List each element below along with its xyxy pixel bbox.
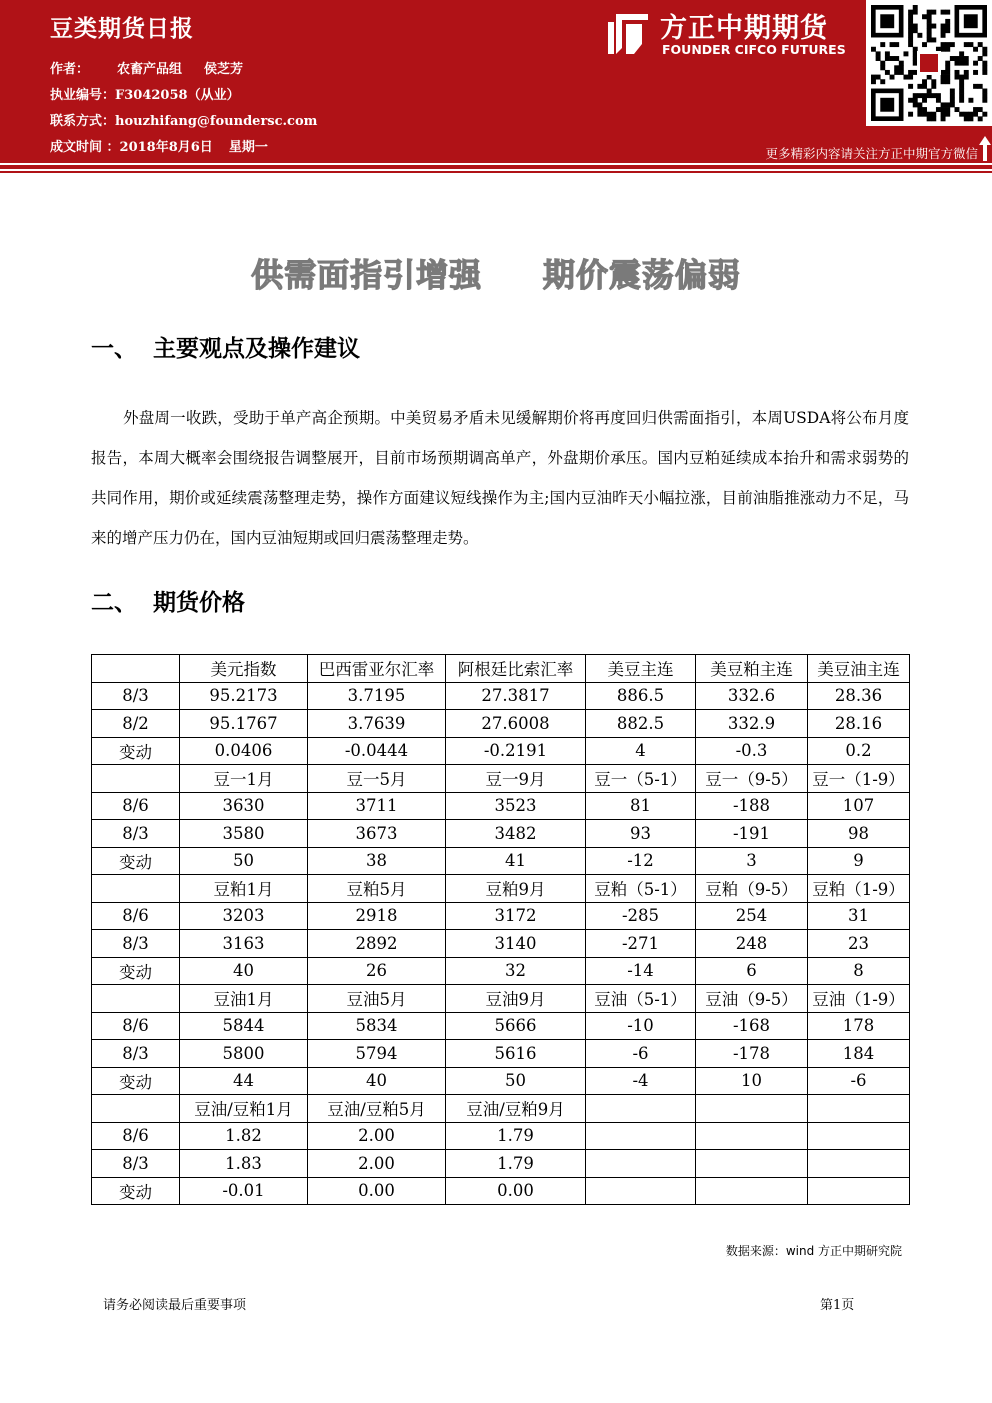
table-cell: 1.82 bbox=[180, 1122, 308, 1150]
table-cell: 95.1767 bbox=[180, 710, 308, 738]
table-cell: 31 bbox=[808, 902, 910, 930]
table-cell: 95.2173 bbox=[180, 682, 308, 710]
table-cell bbox=[808, 1095, 910, 1123]
table-cell: 93 bbox=[586, 820, 696, 848]
table-row bbox=[92, 930, 910, 958]
table-cell: 1.79 bbox=[446, 1150, 586, 1178]
table-cell: 40 bbox=[180, 957, 308, 985]
table-cell: 豆油/豆粕5月 bbox=[308, 1095, 446, 1123]
table-cell: 28.16 bbox=[808, 710, 910, 738]
table-row bbox=[92, 792, 910, 820]
table-cell: 6 bbox=[696, 957, 808, 985]
table-cell: -0.0444 bbox=[308, 737, 446, 765]
table-row bbox=[92, 682, 910, 710]
table-cell: 2918 bbox=[308, 902, 446, 930]
table-cell: 5800 bbox=[180, 1040, 308, 1068]
table-cell: 98 bbox=[808, 820, 910, 848]
section-heading-prices: 二、 期货价格 bbox=[91, 590, 246, 616]
author-name: 侯芝芳 bbox=[204, 62, 244, 77]
table-cell: 豆粕（5-1） bbox=[586, 875, 696, 903]
table-cell: 882.5 bbox=[586, 710, 696, 738]
table-cell: 0.2 bbox=[808, 737, 910, 765]
table-cell: 40 bbox=[308, 1067, 446, 1095]
table-row bbox=[92, 1040, 910, 1068]
table-cell: 248 bbox=[696, 930, 808, 958]
table-cell: 豆油/豆粕9月 bbox=[446, 1095, 586, 1123]
table-cell: 3.7195 bbox=[308, 682, 446, 710]
contact-row bbox=[50, 110, 317, 129]
table-cell: 1.83 bbox=[180, 1150, 308, 1178]
table-cell: 豆粕9月 bbox=[446, 875, 586, 903]
table-cell: 豆油5月 bbox=[308, 985, 446, 1013]
row-label-cell bbox=[92, 1095, 180, 1123]
qr-code bbox=[866, 0, 992, 126]
table-cell: -271 bbox=[586, 930, 696, 958]
table-cell: 3 bbox=[696, 847, 808, 875]
contact-label: 联系方式： bbox=[50, 114, 116, 129]
table-cell: 美豆粕主连 bbox=[696, 655, 808, 683]
table-cell bbox=[696, 1150, 808, 1178]
table-cell: 81 bbox=[586, 792, 696, 820]
table-cell: -10 bbox=[586, 1012, 696, 1040]
views-paragraph: 外盘周一收跌，受助于单产高企预期。中美贸易矛盾未见缓解期价将再度回归供需面指引，本周USDA将公布月度报告，本周大概率会围绕报告调整展开，目前市场预期调高单产，外盘期价承压。国内豆粕延续成本抬升和需求弱势的共同作用，期价或延续震荡整理走势，操作方面建议短线操作为主;国内豆油昨天小幅拉涨，目前油脂推涨动力不足，马来的增产压力仍在，国内豆油短期或回归震荡整理走势。 bbox=[91, 409, 909, 547]
table-cell bbox=[586, 1122, 696, 1150]
date-label: 成文时间 ： bbox=[50, 140, 120, 155]
table-cell: -285 bbox=[586, 902, 696, 930]
table-cell: 27.3817 bbox=[446, 682, 586, 710]
table-row bbox=[92, 902, 910, 930]
table-cell: 豆粕1月 bbox=[180, 875, 308, 903]
table-cell: 41 bbox=[446, 847, 586, 875]
row-label-cell: 变动 bbox=[92, 737, 180, 765]
report-headline: 供需面指引增强 期价震荡偏弱 bbox=[251, 256, 741, 294]
table-cell: 1.79 bbox=[446, 1122, 586, 1150]
table-cell: 3580 bbox=[180, 820, 308, 848]
table-cell: 107 bbox=[808, 792, 910, 820]
table-cell: 28.36 bbox=[808, 682, 910, 710]
table-cell: 3523 bbox=[446, 792, 586, 820]
table-cell: 5844 bbox=[180, 1012, 308, 1040]
table-cell: 豆一5月 bbox=[308, 765, 446, 793]
table-cell: -0.01 bbox=[180, 1177, 308, 1205]
table-cell: -4 bbox=[586, 1067, 696, 1095]
table-cell: -6 bbox=[586, 1040, 696, 1068]
table-cell: 豆一（9-5） bbox=[696, 765, 808, 793]
table-cell: -12 bbox=[586, 847, 696, 875]
license-row bbox=[50, 84, 240, 103]
contact-email: houzhifang@foundersc.com bbox=[115, 114, 318, 129]
table-cell: 豆油/豆粕1月 bbox=[180, 1095, 308, 1123]
row-label-cell bbox=[92, 875, 180, 903]
row-label-cell: 8/6 bbox=[92, 1122, 180, 1150]
report-type-title: 豆类期货日报 bbox=[50, 16, 194, 42]
table-cell: 5794 bbox=[308, 1040, 446, 1068]
table-cell: 0.0406 bbox=[180, 737, 308, 765]
weekday: 星期一 bbox=[228, 140, 268, 155]
table-cell bbox=[586, 1177, 696, 1205]
row-label-cell bbox=[92, 765, 180, 793]
table-cell: 3172 bbox=[446, 902, 586, 930]
table-row bbox=[92, 710, 910, 738]
table-cell: 178 bbox=[808, 1012, 910, 1040]
table-cell bbox=[696, 1177, 808, 1205]
table-cell: 32 bbox=[446, 957, 586, 985]
row-label-cell: 8/3 bbox=[92, 930, 180, 958]
date-row bbox=[50, 136, 268, 155]
table-cell: 50 bbox=[180, 847, 308, 875]
table-row bbox=[92, 847, 910, 875]
row-label-cell: 8/3 bbox=[92, 682, 180, 710]
table-cell: 豆油9月 bbox=[446, 985, 586, 1013]
data-source: 数据来源：wind 方正中期研究院 bbox=[725, 1244, 902, 1258]
table-row bbox=[92, 737, 910, 765]
table-row bbox=[92, 1122, 910, 1150]
table-row bbox=[92, 1012, 910, 1040]
row-label-cell: 8/6 bbox=[92, 902, 180, 930]
table-row bbox=[92, 1177, 910, 1205]
table-cell: 3203 bbox=[180, 902, 308, 930]
table-cell bbox=[808, 1150, 910, 1178]
table-row bbox=[92, 875, 910, 903]
license-label: 执业编号： bbox=[50, 88, 116, 103]
table-cell: 50 bbox=[446, 1067, 586, 1095]
table-cell: -0.2191 bbox=[446, 737, 586, 765]
table-cell: -188 bbox=[696, 792, 808, 820]
founder-logo-icon bbox=[604, 10, 652, 58]
table-cell: 2.00 bbox=[308, 1122, 446, 1150]
row-label-cell: 变动 bbox=[92, 1177, 180, 1205]
table-cell: 豆油1月 bbox=[180, 985, 308, 1013]
table-cell: 巴西雷亚尔汇率 bbox=[308, 655, 446, 683]
logo-chinese-name: 方正中期期货 bbox=[660, 13, 828, 44]
table-cell: -168 bbox=[696, 1012, 808, 1040]
table-cell bbox=[696, 1095, 808, 1123]
table-cell: 3630 bbox=[180, 792, 308, 820]
row-label-cell bbox=[92, 985, 180, 1013]
up-arrow-icon bbox=[978, 134, 992, 162]
date-value: 2018年8月6日 bbox=[119, 140, 213, 155]
author-group: 农畜产品组 bbox=[117, 62, 183, 77]
row-label-cell: 8/3 bbox=[92, 1150, 180, 1178]
table-cell: -191 bbox=[696, 820, 808, 848]
table-cell: 3673 bbox=[308, 820, 446, 848]
table-cell: 26 bbox=[308, 957, 446, 985]
table-cell: 27.6008 bbox=[446, 710, 586, 738]
table-cell: 豆一（5-1） bbox=[586, 765, 696, 793]
footer-disclaimer-notice: 请务必阅读最后重要事项 bbox=[103, 1298, 247, 1313]
table-cell: 886.5 bbox=[586, 682, 696, 710]
table-cell bbox=[808, 1122, 910, 1150]
table-row bbox=[92, 1095, 910, 1123]
author-label: 作者： bbox=[50, 62, 90, 77]
table-cell: 豆一1月 bbox=[180, 765, 308, 793]
table-cell: -178 bbox=[696, 1040, 808, 1068]
author-row bbox=[50, 58, 243, 77]
report-header bbox=[0, 0, 992, 163]
table-cell: 阿根廷比索汇率 bbox=[446, 655, 586, 683]
row-label-cell bbox=[92, 655, 180, 683]
table-cell: 8 bbox=[808, 957, 910, 985]
table-cell: 豆油（9-5） bbox=[696, 985, 808, 1013]
table-cell bbox=[586, 1095, 696, 1123]
section-heading-views: 一、 主要观点及操作建议 bbox=[91, 336, 361, 362]
table-row bbox=[92, 765, 910, 793]
company-logo bbox=[600, 6, 862, 62]
wechat-follow-note: 更多精彩内容请关注方正中期官方微信 bbox=[765, 146, 978, 161]
table-cell: 254 bbox=[696, 902, 808, 930]
table-cell bbox=[586, 1150, 696, 1178]
table-row bbox=[92, 985, 910, 1013]
futures-price-table bbox=[91, 654, 910, 1205]
table-cell: 豆油（5-1） bbox=[586, 985, 696, 1013]
header-divider bbox=[0, 165, 992, 169]
table-row bbox=[92, 957, 910, 985]
table-cell: 美豆油主连 bbox=[808, 655, 910, 683]
table-cell: 2.00 bbox=[308, 1150, 446, 1178]
row-label-cell: 8/6 bbox=[92, 792, 180, 820]
table-cell: 184 bbox=[808, 1040, 910, 1068]
logo-english-name: FOUNDER CIFCO FUTURES bbox=[662, 42, 846, 57]
table-cell: 3711 bbox=[308, 792, 446, 820]
row-label-cell: 8/2 bbox=[92, 710, 180, 738]
table-cell: 5666 bbox=[446, 1012, 586, 1040]
table-cell: 豆粕（1-9） bbox=[808, 875, 910, 903]
table-cell: 332.9 bbox=[696, 710, 808, 738]
header-divider-thin bbox=[0, 171, 992, 173]
table-cell: 豆油（1-9） bbox=[808, 985, 910, 1013]
table-cell: 23 bbox=[808, 930, 910, 958]
table-cell bbox=[808, 1177, 910, 1205]
table-cell: -0.3 bbox=[696, 737, 808, 765]
table-row bbox=[92, 1150, 910, 1178]
table-cell: 3163 bbox=[180, 930, 308, 958]
table-cell: -14 bbox=[586, 957, 696, 985]
table-cell: 10 bbox=[696, 1067, 808, 1095]
table-row bbox=[92, 820, 910, 848]
table-cell: 3140 bbox=[446, 930, 586, 958]
table-cell: 3.7639 bbox=[308, 710, 446, 738]
table-cell: 5834 bbox=[308, 1012, 446, 1040]
table-cell: 38 bbox=[308, 847, 446, 875]
table-cell: 豆粕（9-5） bbox=[696, 875, 808, 903]
table-cell: 豆粕5月 bbox=[308, 875, 446, 903]
table-cell: 美元指数 bbox=[180, 655, 308, 683]
row-label-cell: 8/3 bbox=[92, 1040, 180, 1068]
row-label-cell: 8/6 bbox=[92, 1012, 180, 1040]
qr-code-icon bbox=[866, 0, 992, 126]
table-row bbox=[92, 1067, 910, 1095]
table-cell: 0.00 bbox=[308, 1177, 446, 1205]
row-label-cell: 变动 bbox=[92, 847, 180, 875]
table-cell: -6 bbox=[808, 1067, 910, 1095]
row-label-cell: 变动 bbox=[92, 1067, 180, 1095]
table-cell: 44 bbox=[180, 1067, 308, 1095]
row-label-cell: 变动 bbox=[92, 957, 180, 985]
row-label-cell: 8/3 bbox=[92, 820, 180, 848]
table-cell: 2892 bbox=[308, 930, 446, 958]
table-row bbox=[92, 655, 910, 683]
table-cell bbox=[696, 1122, 808, 1150]
table-cell: 332.6 bbox=[696, 682, 808, 710]
table-cell: 豆一（1-9） bbox=[808, 765, 910, 793]
table-cell: 0.00 bbox=[446, 1177, 586, 1205]
table-cell: 9 bbox=[808, 847, 910, 875]
license-value: F3042058（从业） bbox=[115, 88, 240, 103]
table-cell: 3482 bbox=[446, 820, 586, 848]
table-cell: 美豆主连 bbox=[586, 655, 696, 683]
table-cell: 4 bbox=[586, 737, 696, 765]
table-cell: 豆一9月 bbox=[446, 765, 586, 793]
table-cell: 5616 bbox=[446, 1040, 586, 1068]
page-number: 第1页 bbox=[820, 1298, 855, 1313]
